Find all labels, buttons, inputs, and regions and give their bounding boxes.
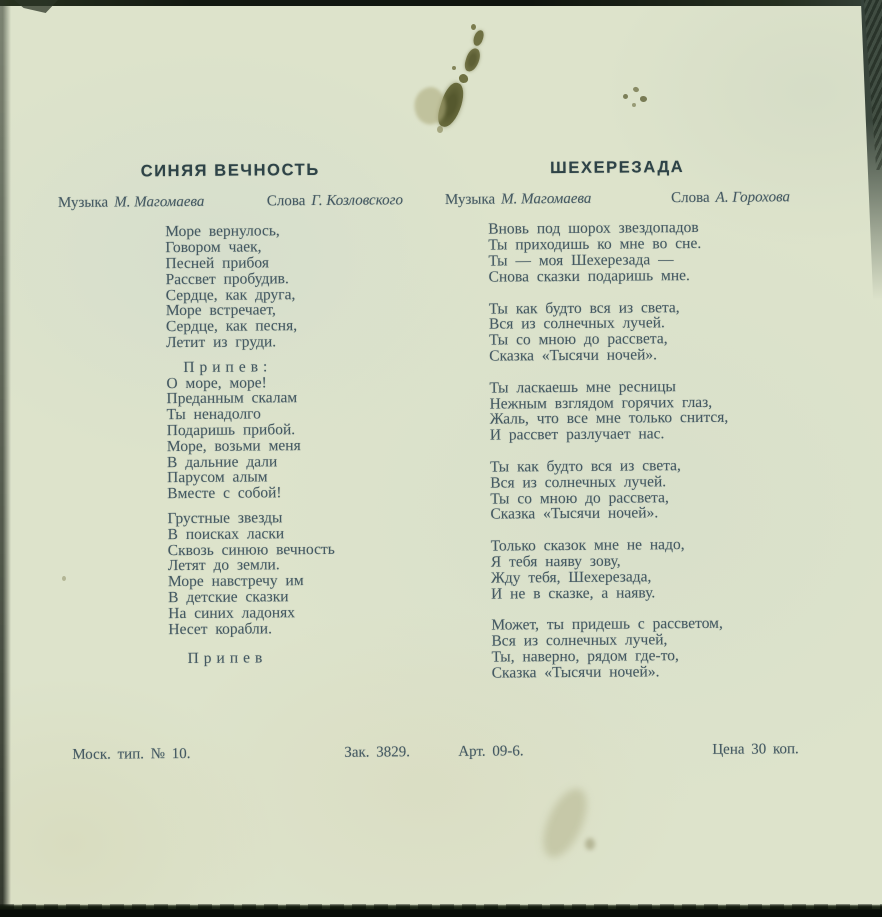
lyric-line: Ты ласкаешь мне ресницы (489, 377, 676, 397)
lyric-line: Сердце, как друга, (165, 285, 296, 304)
lyric-line: Сказка «Тысячи ночей». (490, 504, 659, 523)
order-number: Зак. 3829. (344, 744, 411, 761)
imprint-line (2, 741, 882, 768)
lyrics-block (165, 223, 406, 668)
music-credit (58, 194, 205, 212)
composer-name: М. Магомаева (501, 191, 592, 208)
price-label: Цена 30 коп. (712, 741, 799, 758)
lyric-line: Сказка «Тысячи ночей». (489, 346, 658, 365)
lyric-line: Говором чаек, (165, 238, 262, 257)
lyric-line: Ты ненадолго (166, 405, 261, 424)
lyric-line: Ты со мною до рассвета, (489, 330, 668, 349)
lyric-line: Несет корабли. (168, 619, 272, 638)
lyric-line: Песней прибоя (165, 254, 270, 273)
music-credit (445, 191, 592, 209)
song-section-sinyaya-vechnost (58, 146, 407, 668)
lyric-line: Вся из солнечных лучей, (491, 631, 668, 650)
lyric-line: На синих ладонях (168, 603, 296, 622)
lyric-line: Парусом алым (167, 468, 268, 487)
lyric-line: Жду тебя, Шехерезада, (490, 568, 652, 587)
chorus-heading: Припев: (183, 358, 273, 376)
lyric-line: Подаришь прибой. (166, 421, 296, 440)
lyric-line: Снова сказки подаришь мне. (488, 266, 690, 286)
lyric-line: Может, ты придешь с рассветом, (491, 615, 723, 634)
stanza (166, 358, 405, 502)
lyric-line: Только сказок мне не надо, (490, 536, 685, 555)
song-credits (58, 193, 403, 213)
lyric-line: Море, возьми меня (166, 436, 301, 455)
lyric-line: Сказка «Тысячи ночей». (491, 662, 660, 682)
lyric-line: Вся из солнечных лучей. (490, 472, 667, 492)
lyric-line: Море навстречу им (167, 572, 304, 591)
lyricist-name: Г. Козловского (311, 192, 404, 210)
song-credits (445, 190, 790, 210)
chorus-refrain-note: Припев (187, 649, 268, 668)
music-label: Музыка (444, 191, 496, 209)
lyric-line: Я тебя наяву зову, (490, 552, 621, 571)
lyric-line: Летит из груди. (166, 333, 277, 352)
lyric-line: Вновь под шорох звездопадов (488, 219, 699, 238)
lyric-line: И не в сказке, а наяву. (490, 583, 656, 603)
music-label: Музыка (57, 194, 109, 212)
song-title: ШЕХЕРЕЗАДА (550, 157, 685, 177)
lyrics-credit (267, 193, 403, 211)
lyric-line: Нежным взглядом горячих глаз, (489, 393, 713, 413)
lyric-line: В дальние дали (166, 452, 278, 471)
lyric-line: Ты как будто вся из света, (488, 298, 680, 318)
lyric-line: И рассвет разлучает нас. (489, 425, 665, 444)
lyric-line: Ты — моя Шехерезада — (488, 251, 674, 270)
lyric-line: Преданным скалам (166, 389, 298, 408)
stanza (488, 220, 790, 286)
lyrics-block (488, 220, 794, 681)
lyric-line: Рассвет пробудив. (165, 269, 289, 288)
lyrics-label: Слова (266, 193, 306, 210)
stanza (167, 509, 406, 637)
lyric-line: О море, море! (166, 373, 267, 392)
lyric-line: Сердце, как песня, (165, 317, 298, 336)
stanza (489, 299, 791, 365)
song-title: СИНЯЯ ВЕЧНОСТЬ (140, 160, 320, 181)
printer-name: Моск. тип. № 10. (72, 745, 191, 763)
song-section-shekherezada (445, 143, 794, 697)
lyrics-credit (671, 190, 790, 208)
stanza (489, 378, 791, 444)
lyrics-label: Слова (671, 190, 710, 207)
lyric-line: Ты как будто вся из света, (490, 457, 681, 476)
lyric-line: Ты приходишь ко мне во сне. (488, 235, 702, 254)
lyric-line: Море вернулось, (165, 222, 280, 241)
article-number: Арт. 09-6. (458, 743, 524, 760)
lyricist-name: А. Горохова (715, 189, 791, 207)
stanza (491, 536, 793, 602)
lyric-line: Жаль, что все мне только снится, (489, 409, 729, 428)
lyric-line: Летят до земли. (167, 556, 280, 575)
lyric-line: Вместе с собой! (167, 484, 282, 503)
lyric-line: Ты, наверно, рядом где-то, (491, 647, 679, 666)
lyric-line: Море встречает, (165, 301, 276, 320)
composer-name: М. Магомаева (114, 194, 205, 211)
lyric-line: Ты со мною до рассвета, (490, 488, 669, 508)
lyric-line: Сквозь синюю вечность (167, 540, 335, 559)
stanza (491, 616, 793, 682)
stanza (490, 457, 792, 523)
stanza (165, 223, 404, 351)
lyric-line: Вся из солнечных лучей. (488, 314, 665, 333)
lyric-line: Грустные звезды (167, 509, 283, 528)
lyric-line: В детские сказки (168, 588, 289, 607)
lyric-line: В поисках ласки (167, 524, 285, 543)
